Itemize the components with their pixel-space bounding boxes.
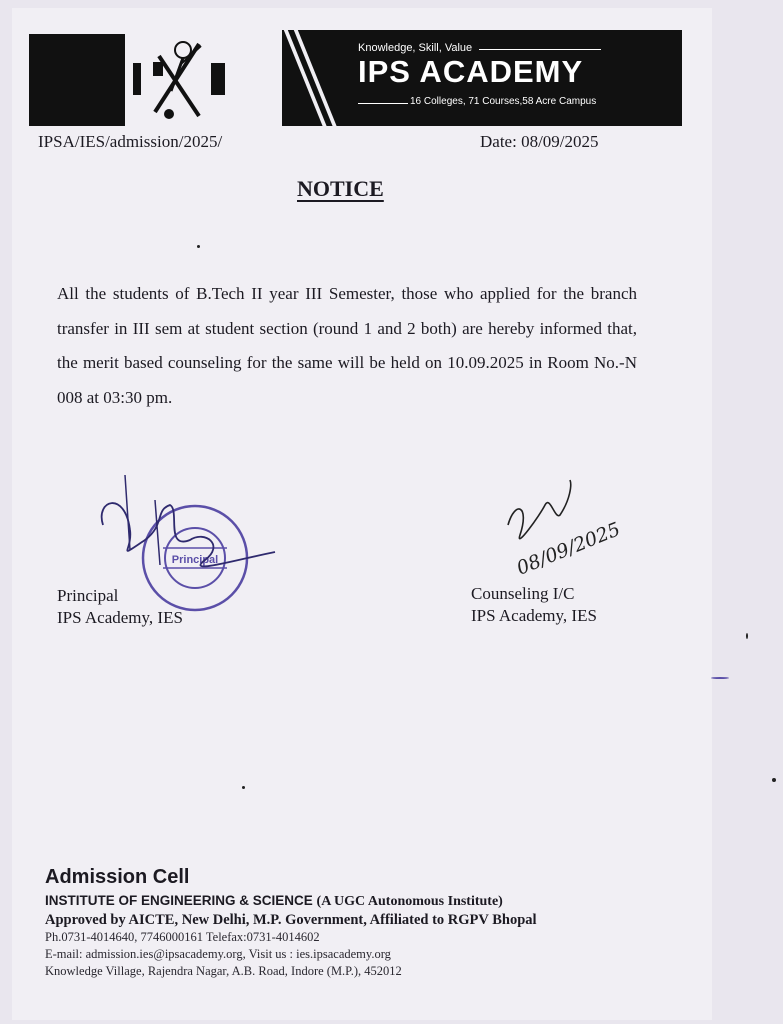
handwritten-date: 08/09/2025: [513, 518, 624, 580]
counseling-signature: [500, 475, 650, 585]
letterhead-banner: [282, 30, 682, 126]
scan-speck: [242, 786, 245, 789]
principal-role: Principal: [57, 586, 119, 605]
notice-date: Date: 08/09/2025: [480, 132, 599, 151]
scan-speck: [746, 633, 748, 639]
institute-name: INSTITUTE OF ENGINEERING & SCIENCE: [45, 893, 313, 908]
counseling-role: Counseling I/C: [471, 584, 575, 603]
letterhead-black-block: [29, 34, 125, 126]
footer: [45, 866, 685, 980]
subline-rule: [358, 103, 408, 104]
counseling-org: IPS Academy, IES: [471, 606, 597, 625]
footer-approval: Approved by AICTE, New Delhi, M.P. Government, Affiliated to RGPV Bhopal: [45, 912, 537, 928]
counseling-signatory: [471, 583, 597, 627]
stamp-center-text: Principal: [171, 554, 219, 566]
reference-number: IPSA/IES/admission/2025/: [38, 132, 223, 151]
footer-title: Admission Cell: [45, 866, 190, 888]
letterhead-brand: IPS ACADEMY: [358, 54, 584, 89]
scan-speck: [197, 245, 200, 248]
scan-speck: [772, 778, 776, 782]
principal-signatory: [57, 585, 183, 629]
institute-suffix: (A UGC Autonomous Institute): [316, 894, 503, 909]
letterhead-tagline: Knowledge, Skill, Value: [358, 42, 473, 54]
academy-logo-icon: [141, 36, 211, 124]
tagline-rule: [479, 49, 601, 50]
footer-phone: Ph.0731-4014640, 7746000161 Telefax:0731-4014602: [45, 930, 320, 944]
principal-org: IPS Academy, IES: [57, 608, 183, 627]
scan-speck: [711, 677, 729, 679]
footer-email: E-mail: admission.ies@ipsacademy.org, Visit us : ies.ipsacademy.org: [45, 947, 391, 961]
footer-address: Knowledge Village, Rajendra Nagar, A.B. Road, Indore (M.P.), 452012: [45, 964, 402, 978]
notice-body: All the students of B.Tech II year III Semester, those who applied for the branch transfer in III sem at student section (round 1 and 2 both) are hereby informed that, the merit based counseling for the same will be held on 10.09.2025 in Room No.-N 008 at 03:30 pm.: [57, 284, 637, 407]
letterhead-subline: 16 Colleges, 71 Courses,58 Acre Campus: [410, 96, 597, 107]
footer-institute: [45, 893, 685, 910]
notice-title: NOTICE: [297, 176, 384, 201]
